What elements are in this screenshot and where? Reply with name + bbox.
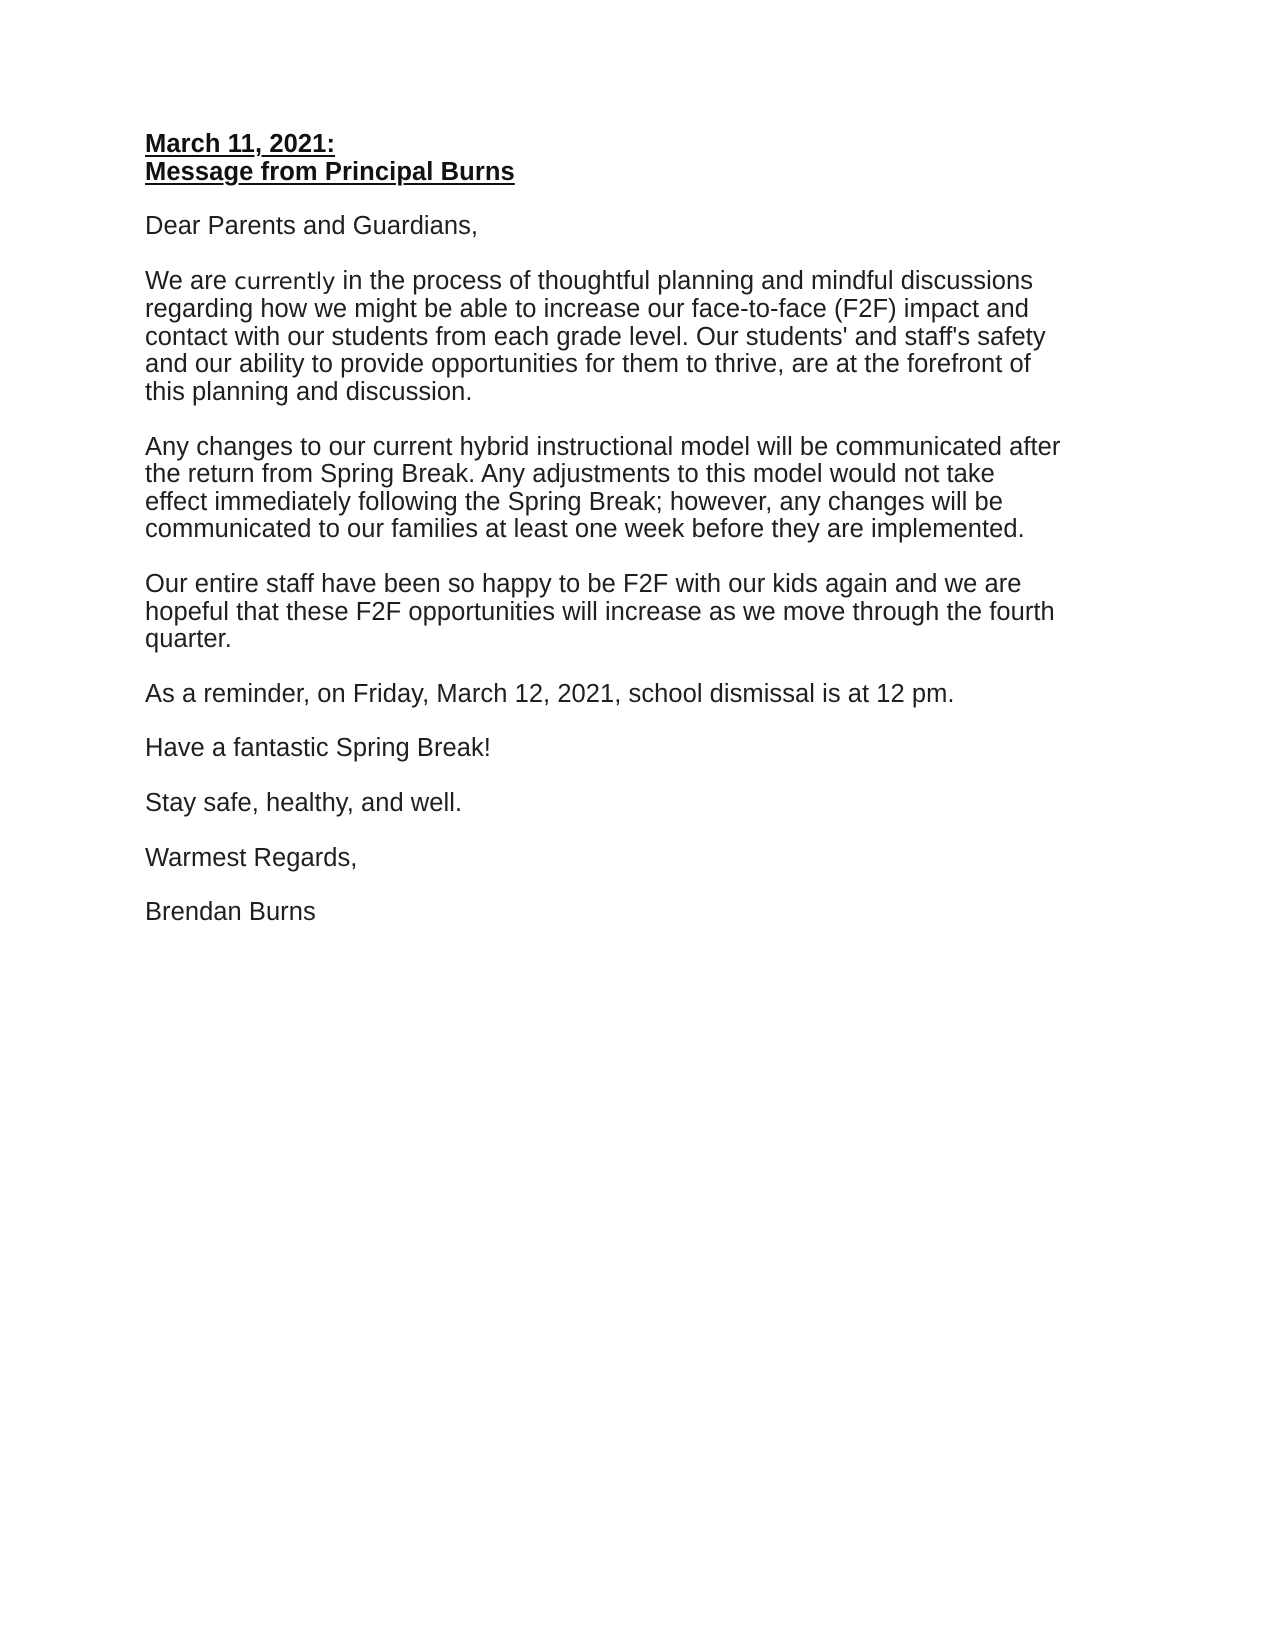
spacer-after-paragraph-6 bbox=[145, 818, 1063, 845]
paragraph-5: Have a fantastic Spring Break! bbox=[145, 734, 491, 763]
closing-line: Warmest Regards, bbox=[145, 843, 358, 872]
paragraph-1-emphasis-word: currently bbox=[234, 268, 336, 295]
salutation: Dear Parents and Guardians, bbox=[145, 212, 479, 240]
paragraph-6: Stay safe, healthy, and well. bbox=[145, 788, 463, 817]
spacer-after-paragraph-4 bbox=[145, 708, 1063, 735]
signature-name: Brendan Burns bbox=[145, 898, 316, 927]
paragraph-4: As a reminder, on Friday, March 12, 2021, school dismissal is at 12 pm. bbox=[145, 679, 955, 708]
heading-date-line bbox=[145, 131, 1063, 159]
heading-subject-text: Message from Principal Burns bbox=[145, 157, 515, 186]
paragraph-2: Any changes to our current hybrid instructional model will be communicated after the return from Spring Break. Any adjustments to this model would not take effect immediately following the Spring Break; however, any changes will be communicated to our families at least one week before they are implemented. bbox=[145, 432, 1061, 544]
paragraph-3: Our entire staff have been so happy to be F2F with our kids again and we are hopeful that these F2F opportunities will increase as we move through the fourth quarter. bbox=[145, 569, 1055, 654]
paragraph-1 bbox=[145, 268, 1063, 407]
spacer-after-salutation bbox=[145, 241, 1063, 268]
spacer-after-paragraph-1 bbox=[145, 407, 1063, 434]
paragraph-1-after: in the process of thoughtful planning and mindful discussions regarding how we might be able to increase our face-to-face (F2F) impact and contact with our students from each grade level. Our students' and staff's safety and our ability to provide opportunities for them to thrive, are at the forefront of this planning and discussion. bbox=[145, 266, 1046, 406]
spacer-after-paragraph-2 bbox=[145, 544, 1063, 571]
heading-date-text: March 11, 2021: bbox=[145, 130, 336, 158]
heading-subject-line bbox=[145, 159, 1063, 187]
spacer-after-heading bbox=[145, 186, 1063, 213]
paragraph-1-before: We are bbox=[145, 266, 235, 295]
spacer-after-paragraph-3 bbox=[145, 654, 1063, 681]
spacer-after-paragraph-5 bbox=[145, 763, 1063, 790]
letter-body bbox=[145, 131, 1063, 927]
letter-heading bbox=[145, 131, 1063, 186]
spacer-after-closing bbox=[145, 872, 1063, 899]
